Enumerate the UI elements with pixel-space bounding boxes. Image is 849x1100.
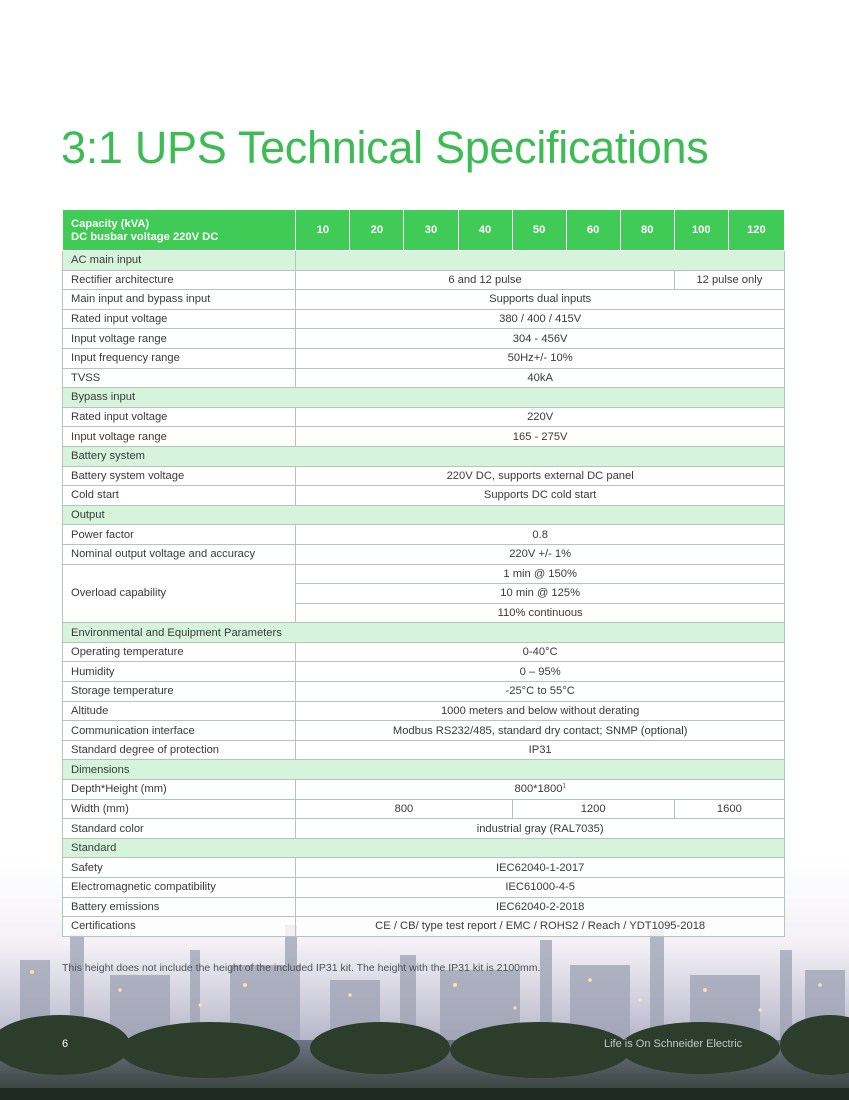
spec-value: Supports dual inputs [296, 290, 785, 310]
capacity-header-cell [63, 210, 296, 251]
spec-value: Supports DC cold start [296, 486, 785, 506]
table-row [63, 407, 785, 427]
table-row [63, 427, 785, 447]
table-row [63, 701, 785, 721]
table-row [63, 329, 785, 349]
spec-value: 220V +/- 1% [296, 544, 785, 564]
table-row [63, 721, 785, 741]
spec-label: Battery system voltage [63, 466, 296, 486]
table-row [63, 858, 785, 878]
spec-label: Operating temperature [63, 642, 296, 662]
spec-value: 220V DC, supports external DC panel [296, 466, 785, 486]
section-title: Environmental and Equipment Parameters [63, 623, 785, 643]
spec-value: 0 – 95% [296, 662, 785, 682]
spec-value: 800 [296, 799, 512, 819]
spec-value [296, 780, 785, 800]
spec-value: 1200 [512, 799, 674, 819]
capacity-60-kva: 60 [566, 210, 620, 251]
spec-label: Rated input voltage [63, 407, 296, 427]
section-title: Battery system [63, 446, 785, 466]
spec-value: 110% continuous [296, 603, 785, 623]
spec-label: TVSS [63, 368, 296, 388]
footnote: This height does not include the height of the included IP31 kit. The height with the IP31 kit is 2100mm. [62, 962, 541, 974]
section-row-output [63, 505, 785, 525]
section-row-standard [63, 838, 785, 858]
page-number: 6 [62, 1038, 69, 1050]
table-row [63, 799, 785, 819]
spec-value: 304 - 456V [296, 329, 785, 349]
spec-label: Storage temperature [63, 682, 296, 702]
spec-label: Input frequency range [63, 348, 296, 368]
spec-label: Humidity [63, 662, 296, 682]
section-title: Dimensions [63, 760, 785, 780]
capacity-40-kva: 40 [458, 210, 512, 251]
spec-label: Safety [63, 858, 296, 878]
spec-value: 6 and 12 pulse [296, 270, 674, 290]
spec-label: Input voltage range [63, 427, 296, 447]
table-row [63, 819, 785, 839]
spec-value: -25°C to 55°C [296, 682, 785, 702]
capacity-30-kva: 30 [404, 210, 458, 251]
table-header-row [63, 210, 785, 251]
spec-value: CE / CB/ type test report / EMC / ROHS2 / Reach / YDT1095-2018 [296, 917, 785, 937]
spec-value: 0-40°C [296, 642, 785, 662]
capacity-100-kva: 100 [674, 210, 728, 251]
spec-value: Modbus RS232/485, standard dry contact; SNMP (optional) [296, 721, 785, 741]
spec-label: Rated input voltage [63, 309, 296, 329]
table-row [63, 348, 785, 368]
spec-label: Overload capability [63, 564, 296, 623]
section-row-ac-main-input [63, 251, 785, 271]
spec-label: Standard color [63, 819, 296, 839]
table-row [63, 290, 785, 310]
table-row [63, 740, 785, 760]
section-title: Standard [63, 838, 785, 858]
section-row-bypass-input [63, 388, 785, 408]
spec-value: industrial gray (RAL7035) [296, 819, 785, 839]
table-row [63, 270, 785, 290]
spec-label: Width (mm) [63, 799, 296, 819]
spec-value: 10 min @ 125% [296, 584, 785, 604]
spec-label: Rectifier architecture [63, 270, 296, 290]
spec-value: 380 / 400 / 415V [296, 309, 785, 329]
section-row-battery-system [63, 446, 785, 466]
section-row-dimensions [63, 760, 785, 780]
spec-label: Power factor [63, 525, 296, 545]
page-title: 3:1 UPS Technical Specifications [61, 122, 709, 173]
footer-brand-text: Life is On Schneider Electric [604, 1038, 743, 1050]
table-row [63, 368, 785, 388]
section-title: Bypass input [63, 388, 785, 408]
table-row [63, 564, 785, 584]
section-title: Output [63, 505, 785, 525]
capacity-label: Capacity (kVA) [71, 218, 150, 230]
depth-height-value: 800*1800 [514, 783, 563, 796]
section-title: AC main input [63, 251, 296, 271]
spec-value: 165 - 275V [296, 427, 785, 447]
section-row-environmental [63, 623, 785, 643]
table-row [63, 682, 785, 702]
table-row [63, 642, 785, 662]
table-row [63, 878, 785, 898]
spec-value: IEC61000-4-5 [296, 878, 785, 898]
specifications-table [62, 209, 785, 937]
spec-label: Certifications [63, 917, 296, 937]
table-row [63, 544, 785, 564]
spec-value: IEC62040-2-2018 [296, 897, 785, 917]
spec-label: Altitude [63, 701, 296, 721]
table-row [63, 466, 785, 486]
spec-value: 40kA [296, 368, 785, 388]
capacity-80-kva: 80 [620, 210, 674, 251]
spec-label: Communication interface [63, 721, 296, 741]
spec-value: 1600 [674, 799, 784, 819]
spec-label: Main input and bypass input [63, 290, 296, 310]
spec-value: 12 pulse only [674, 270, 784, 290]
table-row [63, 486, 785, 506]
spec-value: IP31 [296, 740, 785, 760]
spec-label: Cold start [63, 486, 296, 506]
dc-busbar-voltage-label: DC busbar voltage 220V DC [71, 231, 219, 243]
spec-label: Battery emissions [63, 897, 296, 917]
spec-label: Standard degree of protection [63, 740, 296, 760]
table-row [63, 309, 785, 329]
table-row [63, 780, 785, 800]
spec-value: 50Hz+/- 10% [296, 348, 785, 368]
capacity-120-kva: 120 [728, 210, 784, 251]
spec-value: 1 min @ 150% [296, 564, 785, 584]
spec-label: Nominal output voltage and accuracy [63, 544, 296, 564]
spec-label: Input voltage range [63, 329, 296, 349]
capacity-20-kva: 20 [350, 210, 404, 251]
spec-value: 0.8 [296, 525, 785, 545]
footnote-marker: 1 [562, 783, 566, 790]
table-row [63, 917, 785, 937]
spec-label: Depth*Height (mm) [63, 780, 296, 800]
spec-value: IEC62040-1-2017 [296, 858, 785, 878]
spec-label: Electromagnetic compatibility [63, 878, 296, 898]
spec-value: 1000 meters and below without derating [296, 701, 785, 721]
table-row [63, 525, 785, 545]
capacity-50-kva: 50 [512, 210, 566, 251]
spec-value: 220V [296, 407, 785, 427]
capacity-10-kva: 10 [296, 210, 350, 251]
table-row [63, 897, 785, 917]
table-row [63, 662, 785, 682]
